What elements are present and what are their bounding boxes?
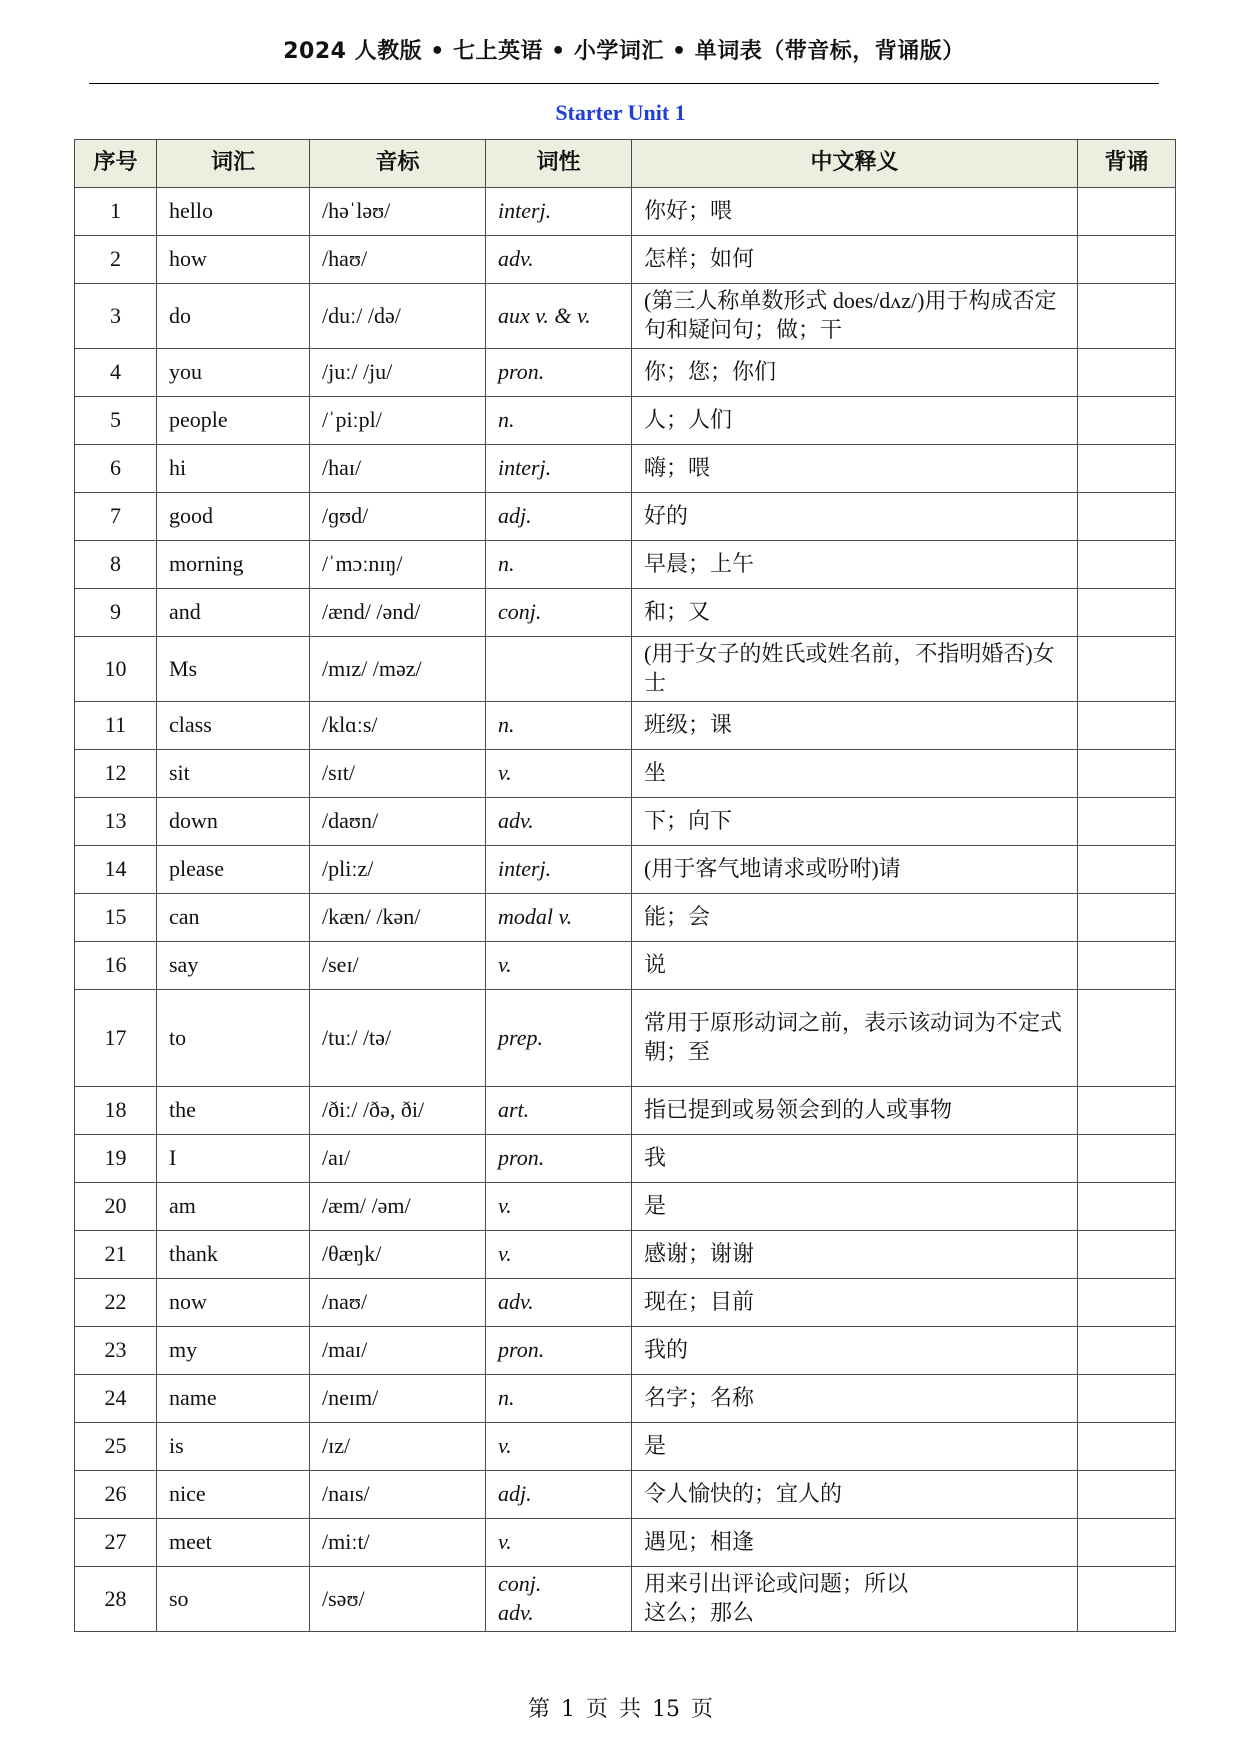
table-row [75,894,1176,942]
row-number: 20 [75,1183,157,1231]
phonetic-cell: /maɪ/ [310,1327,486,1375]
row-number: 17 [75,990,157,1087]
part-of-speech-cell: pron. [486,349,632,397]
table-row [75,1423,1176,1471]
chinese-meaning-cell: 是 [632,1183,1078,1231]
chinese-meaning-cell: 感谢；谢谢 [632,1231,1078,1279]
row-number: 22 [75,1279,157,1327]
word-cell: thank [157,1231,310,1279]
phonetic-cell: /ɪz/ [310,1423,486,1471]
recite-checkbox-cell [1078,188,1176,236]
part-of-speech-line: conj. [498,1571,542,1597]
page-footer: 第 1 页 共 15 页 [528,1697,713,1722]
word-cell: meet [157,1519,310,1567]
part-of-speech-cell: adv. [486,1279,632,1327]
part-of-speech-cell: n. [486,702,632,750]
word-cell: hello [157,188,310,236]
table-row [75,1183,1176,1231]
phonetic-cell: /naɪs/ [310,1471,486,1519]
chinese-meaning-cell: 怎样；如何 [632,236,1078,284]
table-row [75,637,1176,702]
phonetic-cell: /ɡʊd/ [310,493,486,541]
phonetic-cell: /həˈləʊ/ [310,188,486,236]
chinese-meaning-cell: 下；向下 [632,798,1078,846]
chinese-meaning-cell [632,1567,1078,1632]
table-row [75,1567,1176,1632]
part-of-speech-cell: conj. [486,589,632,637]
table-row [75,846,1176,894]
phonetic-cell: /daʊn/ [310,798,486,846]
table-body [75,188,1176,1632]
table-row [75,445,1176,493]
part-of-speech-cell: interj. [486,846,632,894]
phonetic-cell: /aɪ/ [310,1135,486,1183]
phonetic-cell: /mɪz/ /məz/ [310,637,486,702]
chinese-meaning-cell: 是 [632,1423,1078,1471]
phonetic-cell: /juː/ /ju/ [310,349,486,397]
word-cell: am [157,1183,310,1231]
table-row [75,188,1176,236]
recite-checkbox-cell [1078,750,1176,798]
table-row [75,1519,1176,1567]
column-header-phonetic: 音标 [310,140,486,188]
recite-checkbox-cell [1078,493,1176,541]
vocabulary-table [74,139,1176,1632]
table-row [75,942,1176,990]
recite-checkbox-cell [1078,1231,1176,1279]
word-cell: class [157,702,310,750]
table-row [75,589,1176,637]
part-of-speech-cell: v. [486,1231,632,1279]
word-cell: say [157,942,310,990]
phonetic-cell: /seɪ/ [310,942,486,990]
chinese-meaning-cell: 名字；名称 [632,1375,1078,1423]
part-of-speech-cell: n. [486,397,632,445]
word-cell: people [157,397,310,445]
table-row [75,1471,1176,1519]
table-row [75,750,1176,798]
part-of-speech-cell: adj. [486,1471,632,1519]
table-row [75,702,1176,750]
row-number: 13 [75,798,157,846]
recite-checkbox-cell [1078,637,1176,702]
part-of-speech-cell: adv. [486,236,632,284]
chinese-meaning-cell: 早晨；上午 [632,541,1078,589]
phonetic-cell: /haʊ/ [310,236,486,284]
part-of-speech-cell: v. [486,750,632,798]
table-row [75,1375,1176,1423]
part-of-speech-cell: modal v. [486,894,632,942]
chinese-meaning-cell: 能；会 [632,894,1078,942]
part-of-speech-cell: adv. [486,798,632,846]
recite-checkbox-cell [1078,1327,1176,1375]
phonetic-cell: /duː/ /də/ [310,284,486,349]
recite-checkbox-cell [1078,1375,1176,1423]
word-cell: how [157,236,310,284]
recite-checkbox-cell [1078,1567,1176,1632]
part-of-speech-cell: interj. [486,188,632,236]
word-cell: good [157,493,310,541]
word-cell: morning [157,541,310,589]
part-of-speech-cell: art. [486,1087,632,1135]
part-of-speech-cell: v. [486,1423,632,1471]
row-number: 10 [75,637,157,702]
recite-checkbox-cell [1078,798,1176,846]
row-number: 18 [75,1087,157,1135]
phonetic-cell: /æm/ /əm/ [310,1183,486,1231]
part-of-speech-cell: n. [486,1375,632,1423]
row-number: 9 [75,589,157,637]
table-row [75,284,1176,349]
table-row [75,1231,1176,1279]
part-of-speech-cell: v. [486,1183,632,1231]
chinese-meaning-line: 这么；那么 [644,1600,755,1625]
row-number: 23 [75,1327,157,1375]
row-number: 28 [75,1567,157,1632]
row-number: 5 [75,397,157,445]
row-number: 15 [75,894,157,942]
table-header-row [75,140,1176,188]
column-header-word: 词汇 [157,140,310,188]
chinese-meaning-cell: 说 [632,942,1078,990]
word-cell: do [157,284,310,349]
chinese-meaning-cell: 我 [632,1135,1078,1183]
table-row [75,541,1176,589]
phonetic-cell: /ˈpiːpl/ [310,397,486,445]
chinese-meaning-line: 常用于原形动词之前，表示该动词为不定式 [644,1010,1063,1036]
part-of-speech-line: adv. [498,1600,534,1625]
chinese-meaning-cell: 我的 [632,1327,1078,1375]
part-of-speech-cell: pron. [486,1135,632,1183]
word-cell: so [157,1567,310,1632]
recite-checkbox-cell [1078,702,1176,750]
word-cell: now [157,1279,310,1327]
row-number: 19 [75,1135,157,1183]
chinese-meaning-cell: 好的 [632,493,1078,541]
chinese-meaning-cell: 嗨；喂 [632,445,1078,493]
phonetic-cell: /haɪ/ [310,445,486,493]
table-row [75,1279,1176,1327]
part-of-speech-cell: v. [486,942,632,990]
row-number: 11 [75,702,157,750]
word-cell: and [157,589,310,637]
part-of-speech-cell: aux v. & v. [486,284,632,349]
part-of-speech-cell: pron. [486,1327,632,1375]
header-divider [89,83,1159,84]
row-number: 4 [75,349,157,397]
row-number: 1 [75,188,157,236]
phonetic-cell: /tuː/ /tə/ [310,990,486,1087]
recite-checkbox-cell [1078,942,1176,990]
chinese-meaning-line: 朝；至 [644,1039,711,1064]
row-number: 21 [75,1231,157,1279]
chinese-meaning-cell: 人；人们 [632,397,1078,445]
column-header-number: 序号 [75,140,157,188]
phonetic-cell: /kæn/ /kən/ [310,894,486,942]
recite-checkbox-cell [1078,846,1176,894]
recite-checkbox-cell [1078,397,1176,445]
recite-checkbox-cell [1078,1183,1176,1231]
word-cell: nice [157,1471,310,1519]
row-number: 7 [75,493,157,541]
recite-checkbox-cell [1078,1087,1176,1135]
word-cell: sit [157,750,310,798]
phonetic-cell: /ðiː/ /ðə, ði/ [310,1087,486,1135]
row-number: 26 [75,1471,157,1519]
chinese-meaning-cell: 遇见；相逢 [632,1519,1078,1567]
word-cell: please [157,846,310,894]
row-number: 24 [75,1375,157,1423]
word-cell: hi [157,445,310,493]
part-of-speech-cell: v. [486,1519,632,1567]
phonetic-cell: /klɑːs/ [310,702,486,750]
table-row [75,397,1176,445]
word-cell: to [157,990,310,1087]
recite-checkbox-cell [1078,589,1176,637]
table-row [75,349,1176,397]
column-header-recite: 背诵 [1078,140,1176,188]
section-title: Starter Unit 1 [555,100,686,125]
word-cell: the [157,1087,310,1135]
table-row [75,1087,1176,1135]
row-number: 14 [75,846,157,894]
chinese-meaning-cell: (用于女子的姓氏或姓名前，不指明婚否)女士 [632,637,1078,702]
phonetic-cell: /ænd/ /ənd/ [310,589,486,637]
word-cell: is [157,1423,310,1471]
chinese-meaning-cell [632,990,1078,1087]
phonetic-cell: /pliːz/ [310,846,486,894]
table-row [75,1327,1176,1375]
chinese-meaning-line: 用来引出评论或问题；所以 [644,1571,909,1597]
word-cell: name [157,1375,310,1423]
row-number: 3 [75,284,157,349]
chinese-meaning-cell: 现在；目前 [632,1279,1078,1327]
chinese-meaning-cell: 你；您；你们 [632,349,1078,397]
recite-checkbox-cell [1078,1519,1176,1567]
recite-checkbox-cell [1078,990,1176,1087]
recite-checkbox-cell [1078,1471,1176,1519]
recite-checkbox-cell [1078,1279,1176,1327]
column-header-part-of-speech: 词性 [486,140,632,188]
chinese-meaning-cell: 指已提到或易领会到的人或事物 [632,1087,1078,1135]
phonetic-cell: /sɪt/ [310,750,486,798]
row-number: 6 [75,445,157,493]
chinese-meaning-cell: 和；又 [632,589,1078,637]
row-number: 8 [75,541,157,589]
part-of-speech-cell [486,1567,632,1632]
table-row [75,990,1176,1087]
part-of-speech-cell: n. [486,541,632,589]
table-row [75,798,1176,846]
word-cell: I [157,1135,310,1183]
chinese-meaning-cell: 班级；课 [632,702,1078,750]
chinese-meaning-cell: (第三人称单数形式 does/dʌz/)用于构成否定句和疑问句；做；干 [632,284,1078,349]
row-number: 2 [75,236,157,284]
word-cell: Ms [157,637,310,702]
recite-checkbox-cell [1078,1135,1176,1183]
word-cell: can [157,894,310,942]
recite-checkbox-cell [1078,236,1176,284]
table-row [75,236,1176,284]
row-number: 16 [75,942,157,990]
recite-checkbox-cell [1078,541,1176,589]
phonetic-cell: /naʊ/ [310,1279,486,1327]
page-header-title: 2024 人教版 • 七上英语 • 小学词汇 • 单词表（带音标，背诵版） [283,39,965,64]
word-cell: you [157,349,310,397]
phonetic-cell: /ˈmɔːnɪŋ/ [310,541,486,589]
chinese-meaning-cell: 坐 [632,750,1078,798]
table-row [75,493,1176,541]
row-number: 25 [75,1423,157,1471]
phonetic-cell: /neɪm/ [310,1375,486,1423]
part-of-speech-cell [486,637,632,702]
row-number: 27 [75,1519,157,1567]
column-header-chinese-meaning: 中文释义 [632,140,1078,188]
word-cell: down [157,798,310,846]
word-cell: my [157,1327,310,1375]
chinese-meaning-cell: 你好；喂 [632,188,1078,236]
part-of-speech-cell: prep. [486,990,632,1087]
recite-checkbox-cell [1078,1423,1176,1471]
recite-checkbox-cell [1078,894,1176,942]
phonetic-cell: /səʊ/ [310,1567,486,1632]
phonetic-cell: /θæŋk/ [310,1231,486,1279]
recite-checkbox-cell [1078,284,1176,349]
part-of-speech-cell: adj. [486,493,632,541]
phonetic-cell: /miːt/ [310,1519,486,1567]
recite-checkbox-cell [1078,349,1176,397]
table-row [75,1135,1176,1183]
row-number: 12 [75,750,157,798]
recite-checkbox-cell [1078,445,1176,493]
chinese-meaning-cell: (用于客气地请求或吩咐)请 [632,846,1078,894]
part-of-speech-cell: interj. [486,445,632,493]
chinese-meaning-cell: 令人愉快的；宜人的 [632,1471,1078,1519]
